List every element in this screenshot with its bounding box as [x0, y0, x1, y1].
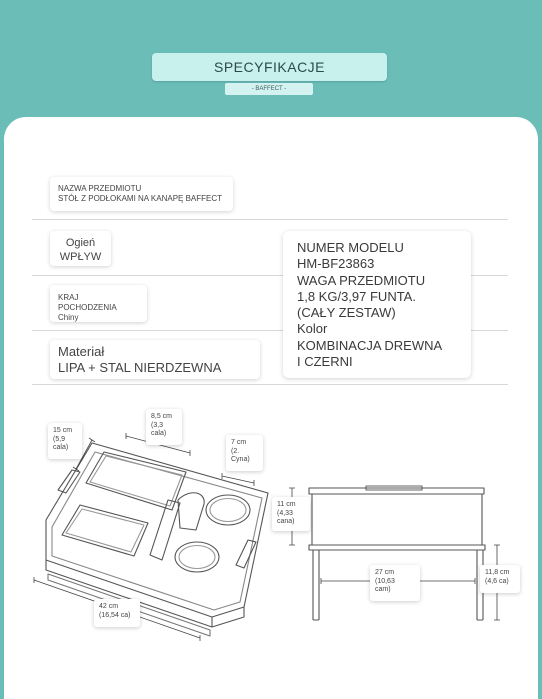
- item-name-label: NAZWA PRZEDMIOTU: [58, 184, 142, 193]
- dimension-value: (4,33: [277, 509, 293, 517]
- model-line: KOMBINACJA DREWNA: [297, 337, 443, 353]
- dimension-value: cala): [53, 444, 69, 451]
- dimension-value: cana): [277, 518, 295, 525]
- origin-label: KRAJ POCHODZENIA: [58, 293, 117, 312]
- model-line: (CAŁY ZESTAW): [297, 305, 396, 321]
- dimension-value: 8,5 cm: [151, 413, 173, 420]
- dimension-value: (10,63: [375, 577, 395, 585]
- dimension-value: 7 cm: [231, 439, 247, 446]
- dimension-value: 15 cm: [53, 427, 73, 434]
- dimension-11-8cm: [480, 565, 520, 593]
- dimension-value: Cyna): [231, 456, 250, 463]
- model-line: I CZERNI: [297, 354, 353, 370]
- material-label: Materiał: [58, 344, 105, 359]
- dimension-8-5cm: [146, 409, 182, 445]
- impact-value: WPŁYW: [59, 251, 102, 263]
- dimension-7cm: [226, 435, 263, 471]
- dimension-27cm: [370, 565, 420, 601]
- dimension-value: 11 cm: [277, 501, 296, 508]
- brand-subtitle: - BAFFECT -: [225, 83, 313, 95]
- item-name-value: STÓŁ Z PODŁOKAMI NA KANAPĘ BAFFECT: [58, 194, 223, 203]
- origin-value: Chiny: [58, 313, 79, 322]
- dimension-value: (3,3: [151, 421, 164, 429]
- dimension-value: (2.: [231, 447, 240, 455]
- model-line: WAGA PRZEDMIOTU: [297, 272, 426, 288]
- material-value: LIPA + STAL NIERDZEWNA: [58, 360, 222, 375]
- model-line: HM-BF23863: [297, 256, 375, 272]
- model-line: 1,8 KG/3,97 FUNTA.: [297, 288, 416, 304]
- model-line: Kolor: [297, 321, 328, 337]
- page-title: SPECYFIKACJE: [152, 53, 387, 81]
- dimension-value: cam): [375, 586, 391, 593]
- dimension-value: 27 cm: [375, 569, 395, 576]
- dimension-15cm: [48, 423, 82, 459]
- dimension-value: (5,9: [53, 435, 66, 443]
- model-line: NUMER MODELU: [297, 240, 404, 255]
- dimension-value: (16,54 ca): [99, 611, 131, 619]
- dimension-11cm: [272, 497, 310, 531]
- dimension-value: 11,8 cm: [485, 569, 510, 576]
- dimension-value: cala): [151, 430, 167, 437]
- dimension-42cm: [94, 599, 140, 627]
- dimension-value: 42 cm: [99, 603, 119, 610]
- impact-label: Ogień: [65, 237, 96, 249]
- dimension-value: (4,6 ca): [485, 577, 509, 585]
